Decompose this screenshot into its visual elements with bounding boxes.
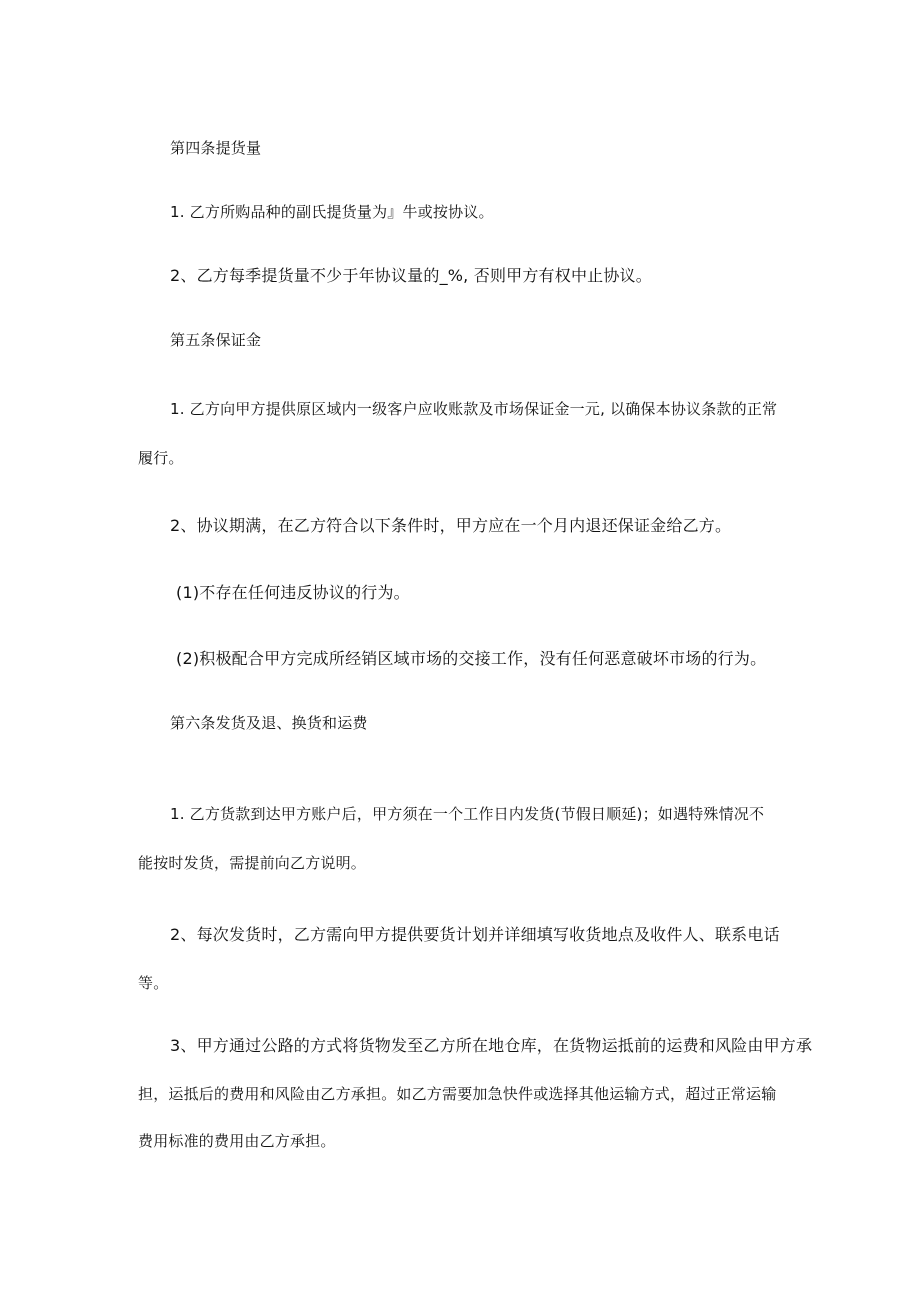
article-5-condition-1: (1)不存在任何违反协议的行为。 [176, 583, 410, 602]
article-6-clause-1-line-1: 1. 乙方货款到达甲方账户后，甲方须在一个工作日内发货(节假日顺延)；如遇特殊情况不 [170, 805, 765, 823]
article-6-clause-3-line-3: 费用标准的费用由乙方承担。 [138, 1132, 336, 1150]
article-5-clause-1-line-1: 1. 乙方向甲方提供原区域内一级客户应收账款及市场保证金一元, 以确保本协议条款的正常 [170, 400, 778, 418]
article-5-condition-2: (2)积极配合甲方完成所经销区域市场的交接工作，没有任何恶意破坏市场的行为。 [176, 649, 767, 668]
article-6-title: 第六条发货及退、换货和运费 [170, 714, 368, 732]
article-6-clause-2-line-2: 等。 [138, 974, 169, 992]
article-6-clause-1-line-2: 能按时发货，需提前向乙方说明。 [138, 854, 367, 872]
article-4-title: 第四条提货量 [170, 139, 262, 157]
article-5-title: 第五条保证金 [170, 331, 262, 349]
article-4-clause-2: 2、乙方每季提货量不少于年协议量的_%, 否则甲方有权中止协议。 [170, 266, 652, 285]
article-6-clause-2-line-1: 2、每次发货时，乙方需向甲方提供要货计划并详细填写收货地点及收件人、联系电话 [170, 925, 780, 944]
article-6-clause-3-line-1: 3、甲方通过公路的方式将货物发至乙方所在地仓库，在货物运抵前的运费和风险由甲方承 [170, 1036, 813, 1055]
article-4-clause-1: 1. 乙方所购品种的副氏提货量为』牛或按协议。 [170, 203, 494, 221]
article-5-clause-2: 2、协议期满，在乙方符合以下条件时，甲方应在一个月内退还保证金给乙方。 [170, 516, 732, 535]
article-5-clause-1-line-2: 履行。 [138, 449, 184, 467]
article-6-clause-3-line-2: 担，运抵后的费用和风险由乙方承担。如乙方需要加急快件或选择其他运输方式，超过正常运输 [138, 1085, 777, 1103]
